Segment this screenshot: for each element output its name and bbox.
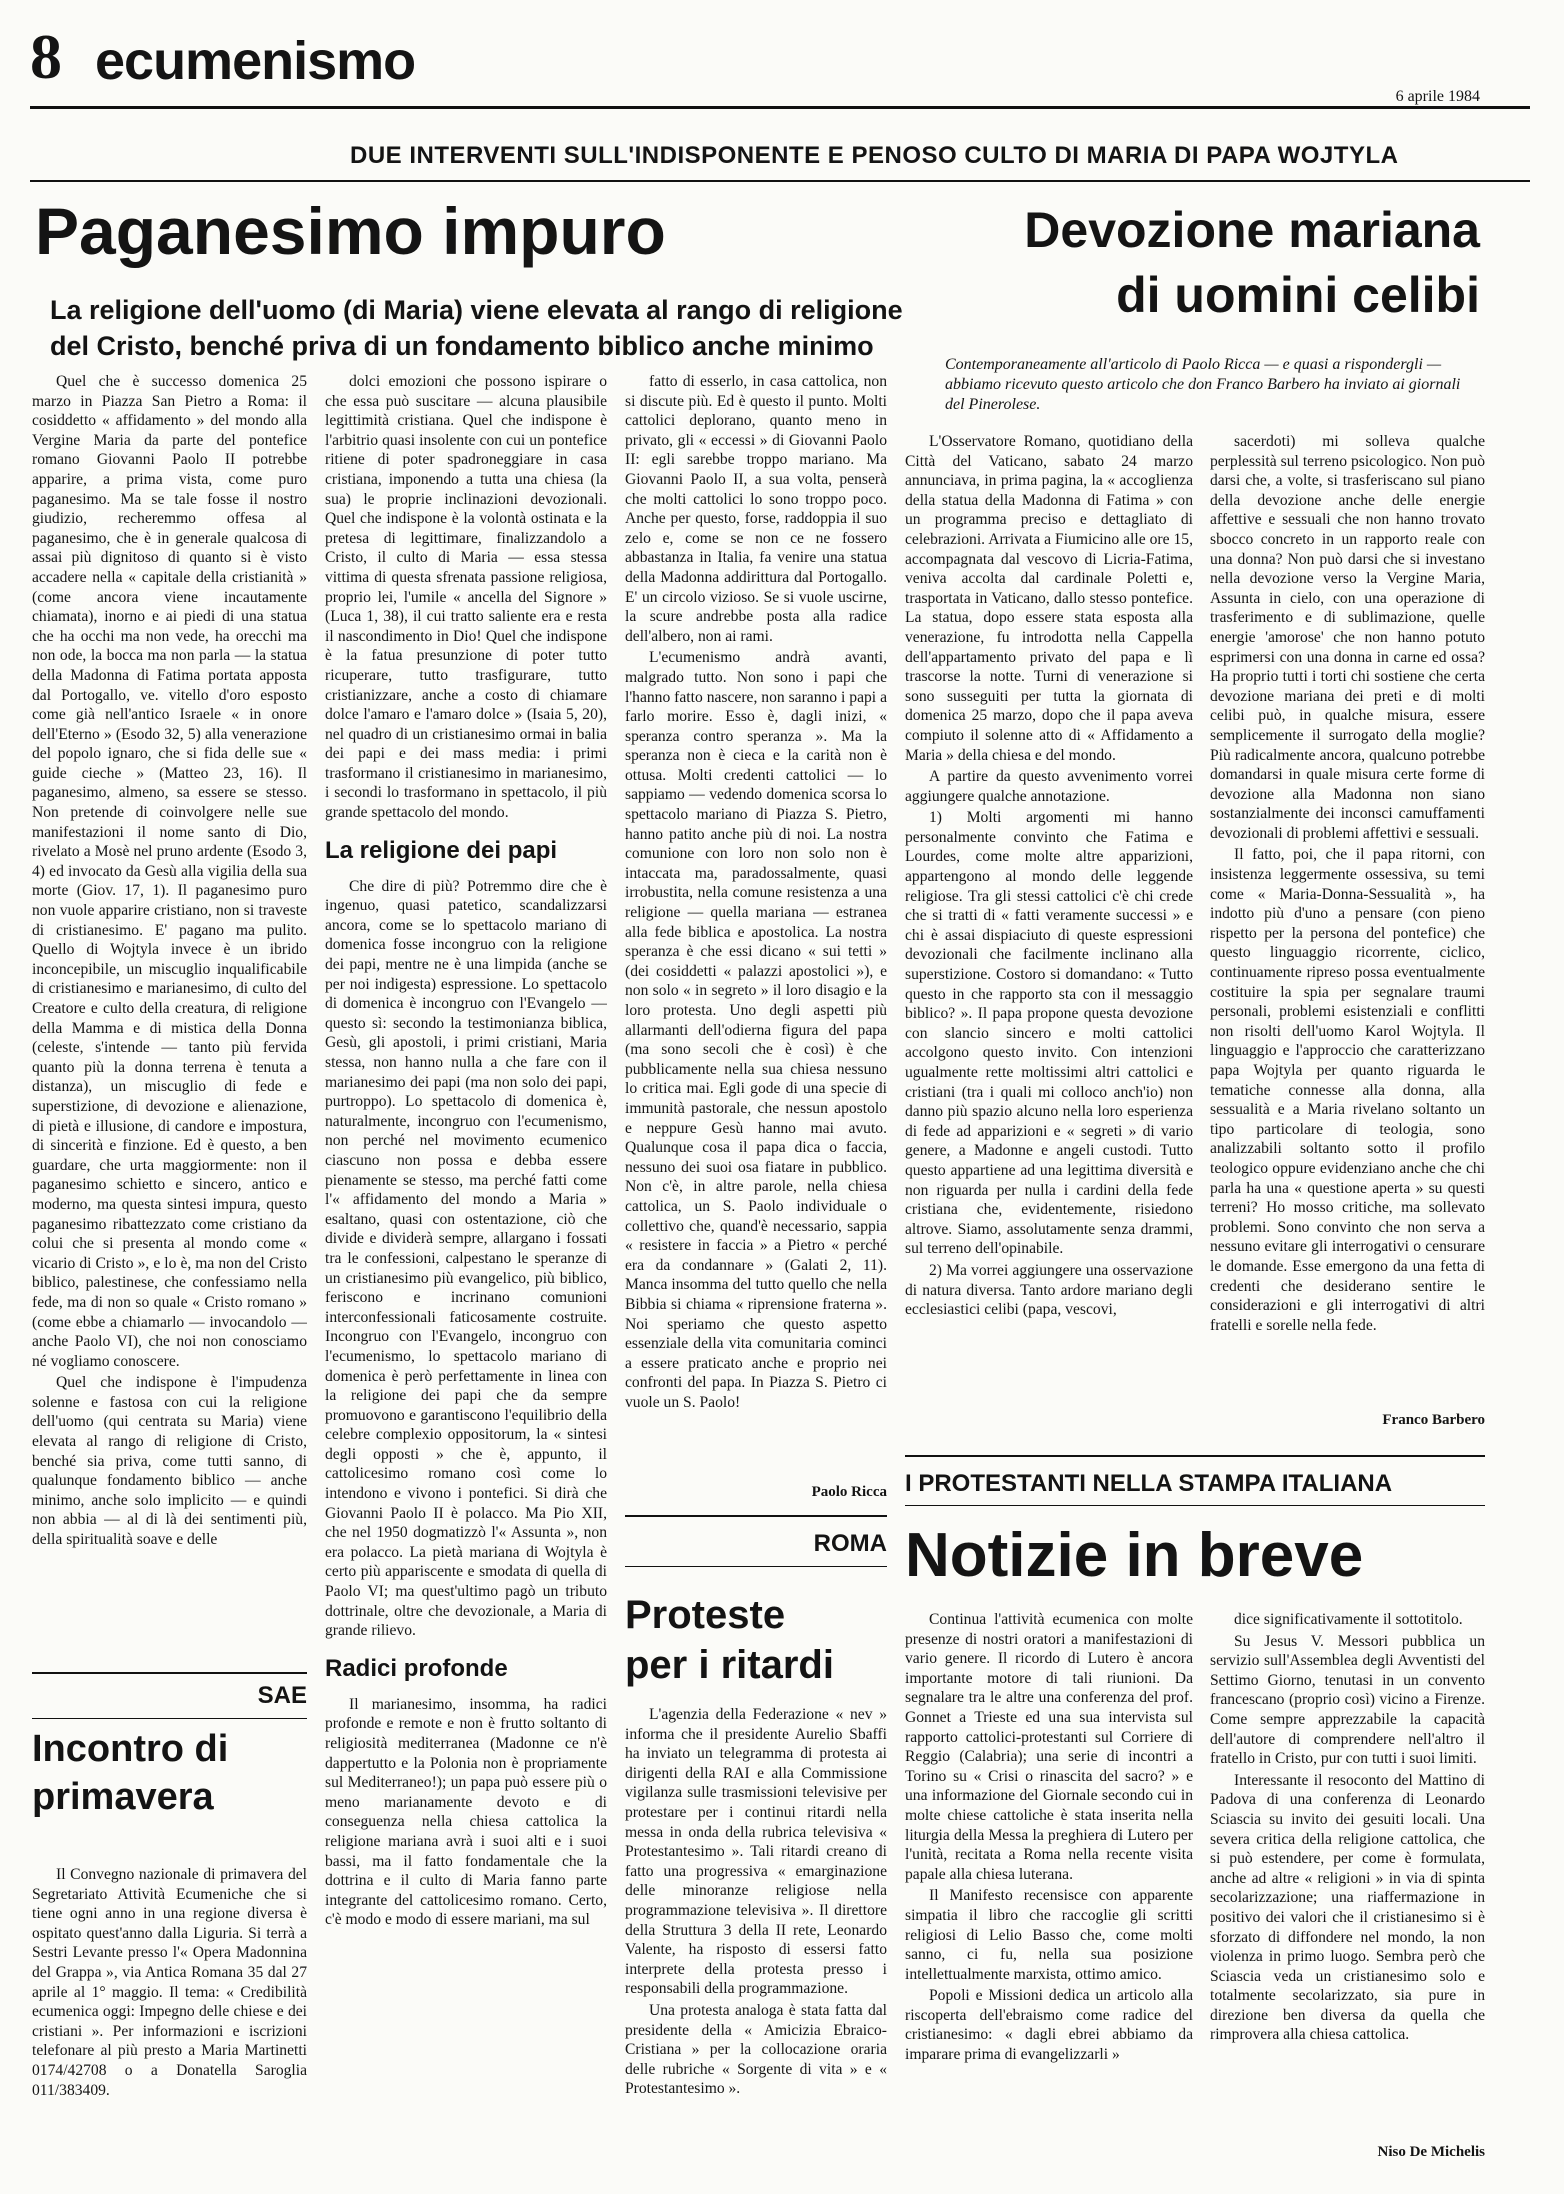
paragraph: A partire da questo avvenimento vorrei aggiungere qualche annotazione. <box>905 768 1193 805</box>
paragraph: Il Convegno nazionale di primavera del Segretariato Attività Ecumeniche che si tiene ogni anno in una regione diversa è ospitato quest'anno dalla Liguria. Si terrà a Sestri Levante presso l'« Opera Madonnina del Grappa », via Antica Romana 35 dal 27 aprile al 1° maggio. Il tema: « Credibilità ecumenica oggi: Impegno delle chiese e dei cristiani ». Per informazioni e iscrizioni telefonare al più presto a Maria Martinetti 0174/42708 o a Donatella Saroglia 011/383409. <box>32 1866 307 2099</box>
paragraph: 1) Molti argomenti mi hanno personalmente convinto che Fatima e Lourdes, come molte altre apparizioni, appartengono al mondo delle leggende religiose. Tra gli stessi cattolici c'è chi crede che si tratti di « fatti veramente successi » e chi è assai dispiaciuto di queste espressioni devozionali che facilmente inclinano alla superstizione. Costoro si domandano: « Tutto questo in che rapporto sta con il messaggio biblico? ». Il papa propone questa devozione con slancio sincero e molti cattolici accolgono questo invito. Con intenzioni ugualmente rette moltissimi altri cattolici e cristiani (tra i quali mi colloco anch'io) non danno più spazio alcuno nella loro esperienza di fede ad apparizioni e « segreti » di vario genere, a Madonne e angeli custodi. Tutto questo appartiene ad una legittima diversità e non riguarda per nulla i cardini della fede cristiana che, evidentemente, risiedono altrove. Siamo, assolutamente senza drammi, sul terreno dell'opinabile. <box>905 809 1193 1258</box>
paragraph: L'ecumenismo andrà avanti, malgrado tutto. Non sono i papi che l'hanno fatto nascere, non saranno i papi a farlo morire. Esso è, dagli inizi, « speranza contro speranza ». Ma la speranza non è cieca e la carità non è ottusa. Molti credenti cattolici — lo sappiamo — vedendo domenica scorsa lo spettacolo mariano di Piazza S. Pietro, hanno patito anche più di noi. La nostra comunione con loro non solo non è intaccata ma, paradossalmente, quasi irrobustita, nella comune resistenza a una religione — quella mariana — estranea alla fede biblica e apostolica. La nostra speranza è che essi dicano « sui tetti » (dei cosiddetti « palazzi apostolici »), e non solo « in segreto » il loro disagio e la loro protesta. Uno degli aspetti più allarmanti dell'odierna figura del papa (ma sono secoli che è così) è che pubblicamente nella sua chiesa nessuno lo critica mai. Egli gode di una specie di immunità pastorale, che nessun apostolo e neppure Gesù hanno mai avuto. Qualunque cosa il papa dica o faccia, nessuno dei suoi osa fiatare in pubblico. Non c'è, in altre parole, nella chiesa cattolica, un S. Paolo individuale o collettivo che, quand'è necessario, sappia « resistere in faccia » a Pietro « perché era da condannare » (Galati 2, 11). Manca insomma del tutto quello che nella Bibbia si chiama « riprensione fraterna ». Noi speriamo che questo aspetto essenziale della vita comunitaria cominci a essere praticato anche e proprio nei confronti del papa. In Piazza S. Pietro ci vuole un S. Paolo! <box>625 649 887 1411</box>
paragraph: Quel che è successo domenica 25 marzo in Piazza San Pietro a Roma: il cosiddetto « affidamento » del mondo alla Vergine Maria da parte del pontefice romano Giovanni Paolo II potrebbe apparire, a prima vista, come puro paganesimo. Ma se tale fosse il nostro giudizio, recheremmo offesa al paganesimo, che è in generale qualcosa di assai più dignitoso di quanto si è visto accadere nella « capitale della cristianità » (come ancora viene incautamente chiamata), inorno e ai piedi di una statua che ha occhi ma non vede, ha orecchi ma non ode, la bocca ma non parla — la statua della Madonna di Fatima portata apposta dal Portogallo, ve. vitello d'oro esposto come già nell'antico Israele « in onore dell'Eterno » (Esodo 32, 5) alla venerazione del popolo ignaro, che si fida delle sue « guide cieche » (Matteo 23, 16). Il paganesimo, almeno, sa essere se stesso. Non pretende di coinvolgere nelle sue manifestazioni il nome santo di Dio, rivelato a Mosè nel pruno ardente (Esodo 3, 4) ed invocato da Gesù alla vigilia della sua morte (Giov. 17, 1). Il paganesimo puro non vuole apparire cristiano, non si traveste di cristianesimo. E' pagano ma pulito. Quello di Wojtyla invece è un ibrido inconcepibile, un miscuglio inqualificabile di cristianesimo e marianesimo, di culto del Creatore e culto della creatura, di religione della Mamma e di mistica della Donna (celeste, s'intende — tanto più fervida quanto più la donna terrena è tenuta a distanza), un miscuglio di fede e superstizione, di devozione e alienazione, di pietà e illusione, di candore e impostura, di sincerità e finzione. Ed è questo, a ben guardare, che urta maggiormente: non il paganesimo schietto e sincero, antico e moderno, ma questa sintesi impura, questo paganesimo ribattezzato come cristiano da colui che si presenta al mondo come « vicario di Cristo », e lo è, ma non del Cristo biblico, palestinese, che confessiamo nella fede, ma di non so quale « Cristo romano » (come ebbe a chiamarlo — invocandolo — anche Paolo VI), che noi non conosciamo né vogliamo conoscere. <box>32 373 307 1370</box>
notizie-title: Notizie in breve <box>905 1521 1364 1590</box>
issue-date: 6 aprile 1984 <box>1395 88 1480 105</box>
devozione-column-2 <box>1210 432 1485 1402</box>
signature-franco-barbero: Franco Barbero <box>1382 1412 1485 1428</box>
paragraph: Su Jesus V. Messori pubblica un servizio sull'Assemblea degli Avventisti del Settimo Giorno, tenutasi in un convento francescano (proprio così) vicino a Firenze. Come sempre apprezzabile la capacità dell'autore di comprendere nell'altro il fratello in Cristo, pur con tutti i suoi limiti. <box>1210 1632 1485 1768</box>
sae-rule-2 <box>32 1718 307 1719</box>
sae-body <box>32 1865 307 2165</box>
paragraph: L'agenzia della Federazione « nev » informa che il presidente Aurelio Sbaffi ha inviato un telegramma di protesta ai dirigenti della RAI e alla Commissione vigilanza sulle trasmissioni televisive per protestare per i continui ritardi nella messa in onda della rubrica televisiva « Protestantesimo ». Tali ritardi creano di fatto una progressiva « emarginazione delle minoranze religiose nella programmazione televisiva ». Il direttore della Struttura 3 della II rete, Leonardo Valente, ha risposto di essersi fatto interprete della protesta presso i responsabili della programmazione. <box>625 1706 887 1998</box>
masthead-rule <box>30 106 1530 109</box>
paragraph: dice significativamente il sottotitolo. <box>1234 1611 1463 1628</box>
article-column-2 <box>325 372 607 2007</box>
page-number: 8 <box>30 21 62 92</box>
notizie-kicker: I PROTESTANTI NELLA STAMPA ITALIANA <box>905 1470 1393 1497</box>
roma-tag: ROMA <box>813 1530 887 1557</box>
article-column-3 <box>625 372 887 1477</box>
article-column-1 <box>32 372 307 1662</box>
page-kicker: DUE INTERVENTI SULL'INDISPONENTE E PENOSO CULTO DI MARIA DI PAPA WOJTYLA <box>350 142 1399 169</box>
article-intro-devozione: Contemporaneamente all'articolo di Paolo Ricca — e quasi a rispondergli — abbiamo ricevuto questo articolo che don Franco Barbero ha inviato ai giornali del Pinerolese. <box>945 356 1461 413</box>
article-deck-paganesimo: La religione dell'uomo (di Maria) viene elevata al rango di religione del Cristo, benché priva di un fondamento biblico anche minimo <box>50 295 903 361</box>
roma-title-line1: Proteste <box>625 1593 786 1637</box>
paragraph: fatto di esserlo, in casa cattolica, non si discute più. Ed è questo il punto. Molti cattolici deplorano, quanto meno in privato, gli « eccessi » di Giovanni Paolo II: egli sarebbe troppo mariano. Ma Giovanni Paolo II, a sua volta, penserà che molti cattolici lo sono troppo poco. Anche per questo, forse, raddoppia il suo zelo e, come se non ce ne fossero abbastanza in Italia, fa venire una statua della Madonna addirittura dal Portogallo. E' un circolo vizioso. Se si vuole uscirne, la scure andrebbe posta alla radice dell'albero, non ai rami. <box>625 373 887 645</box>
paragraph: Continua l'attività ecumenica con molte presenze di nostri oratori a manifestazioni di vario genere. Il ricordo di Lutero è ancora importante motore di tali riunioni. Da segnalare tra le altre una conferenza del prof. Gonnet a Trieste ed una sua intervista sul rapporto cattolici-protestanti sul Corriere di Reggio (Calabria); una serie di incontri a Torino su « Crisi o rinascita del sacro? » e una informazione del Giornale secondo cui in molte chiese cattoliche è stata inserita nella liturgia della Messa la preghiera di Lutero per l'unità, recitata a Roma nella recente visita papale alla chiesa luterana. <box>905 1611 1193 1883</box>
sae-rule <box>32 1672 307 1674</box>
roma-body <box>625 1705 887 2175</box>
paragraph: Una protesta analoga è stata fatta dal presidente della « Amicizia Ebraico-Cristiana » per la collocazione oraria delle rubriche « Sorgente di vita » e « Protestantesimo ». <box>625 2001 887 2098</box>
subheading-radici-profonde: Radici profonde <box>325 1654 508 1682</box>
signature-paolo-ricca: Paolo Ricca <box>811 1484 887 1500</box>
sae-tag: SAE <box>257 1682 307 1709</box>
paragraph: Quel che indispone è l'impudenza solenne e fastosa con cui la religione dell'uomo (qui centrata su Maria) viene elevata al rango di religione di Cristo, benché sia priva, come tutti sanno, di qualunque fondamento biblico — anche minimo, anche solo implicito — e quindi non abbia — al di là dei sentimenti più, della spiritualità soave e delle <box>32 1374 307 1549</box>
paragraph: Il Manifesto recensisce con apparente simpatia il libro che raccoglie gli scritti religiosi di Lelio Basso che, come molti sanno, ci fu, nella sua posizione intellettualmente marxista, ottimo amico. <box>905 1887 1193 1983</box>
paragraph: L'Osservatore Romano, quotidiano della Città del Vaticano, sabato 24 marzo annunciava, in prima pagina, la « accoglienza della statua della Madonna di Fatima » con un programma preciso e dettagliato di celebrazioni. Arrivata a Fiumicino alle ore 15, accompagnata dal vescovo di Licria-Fatima, veniva accolta dal cardinale Poletti e, trasportata in Vaticano, dallo stesso pontefice. La statua, dopo essere stata esposta alla venerazione, fu introdotta nella Cappella dell'appartamento privato del papa e lì trascorse la notte. Turni di venerazione si sono susseguiti per tutta la giornata di domenica 25 marzo, dopo che il papa aveva compiuto il solenne atto di « Affidamento a Maria » della chiesa e del mondo. <box>905 433 1193 764</box>
subheading-religione-papi: La religione dei papi <box>325 836 558 864</box>
roma-title-line2: per i ritardi <box>625 1643 834 1687</box>
notizie-rule-2 <box>905 1505 1485 1506</box>
paragraph: Il marianesimo, insomma, ha radici profonde e remote e non è frutto soltanto di religiosità mediterranea (Madonne ce n'è dappertutto e la Polonia non è propriamente sul Mediterraneo!); un papa può essere più o meno marianamente devoto e di conseguenza nella chiesa cattolica la religione mariana avrà i suoi alti e i suoi bassi, ma il fatto fondamentale che la dottrina e il culto di Maria fanno parte integrante del cattolicesimo romano. Certo, c'è modo e modo di essere mariani, ma sul <box>325 1695 607 1929</box>
paragraph: dolci emozioni che possono ispirare o che essa può suscitare — alcuna plausibile legittimità cristiana. Quel che indispone è l'arbitrio quasi insolente con cui un pontefice ritiene di poter spadroneggiare in casa cristiana, imponendo a tutta una chiesa (la sua) le proprie inclinazioni devozionali. Quel che indispone è la volontà ostinata e la pretesa di legittimare, finalizzandolo a Cristo, il culto di Maria — essa stessa vittima di questa sfrenata passione religiosa, proprio lei, l'umile « ancella del Signore » (Luca 1, 38), il cui tratto saliente era e resta il nascondimento in Dio! Quel che indispone è la fatua presunzione di poter tutto ricuperare, tutto trasfigurare, tutto cristianizzare, anche a costo di chiamare dolce l'amaro e l'amaro dolce » (Isaia 5, 20), nel quadro di un cristianesimo ormai in balia dei papi e dei mass media: i primi trasformano il cristianesimo in marianesimo, i secondi lo trasformano in spettacolo, il più grande spettacolo del mondo. <box>325 373 607 822</box>
devozione-column-1 <box>905 432 1193 1412</box>
paragraph: Popoli e Missioni dedica un articolo alla riscoperta dell'ebraismo come radice del cristianesimo: « dagli ebrei abbiamo da imparare prima di evangelizzarli » <box>905 1987 1193 2064</box>
sae-title-line2: primavera <box>32 1776 214 1818</box>
roma-rule-2 <box>625 1566 887 1567</box>
article-title-devozione-line1: Devozione mariana <box>1024 202 1480 258</box>
roma-rule <box>625 1515 887 1517</box>
notizie-column-1 <box>905 1610 1193 2170</box>
notizie-column-2 <box>1210 1610 1485 2135</box>
article-title-devozione-line2: di uomini celibi <box>1116 267 1480 323</box>
article-title-paganesimo: Paganesimo impuro <box>35 194 666 268</box>
section-title: ecumenismo <box>95 31 416 91</box>
sae-title-line1: Incontro di <box>32 1728 229 1770</box>
kicker-rule <box>30 180 1530 182</box>
paragraph: Che dire di più? Potremmo dire che è ingenuo, quasi patetico, scandalizzarsi ancora, come se lo spettacolo mariano di domenica fosse incongruo con la religione dei papi, mentre ne è una limpida (anche se per noi indigesta) espressione. Lo spettacolo di domenica è incongruo con l'Evangelo — questo sì: secondo la testimonianza biblica, Gesù, gli apostoli, i primi cristiani, Maria stessa, non hanno nulla a che fare con il marianesimo dei papi (ma non solo dei papi, purtroppo). Lo spettacolo di domenica è, naturalmente, incongruo con l'ecumenismo, non perché nel movimento ecumenico ciascuno non possa e debba essere pienamente se stesso, ma perché fatti come l'« affidamento del mondo a Maria » esaltano, quasi con ostentazione, ciò che divide e dividerà sempre, allargano i fossati tra le confessioni, calpestano le speranze di un cristianesimo più evangelico, più biblico, feriscono e incrinano comunioni interconfessionali faticosamente costruite. Incongruo con l'Evangelo, incongruo con l'ecumenismo, lo spettacolo mariano di domenica è però perfettamente in linea con la religione dei papi che da sempre promuovono e garantiscono l'equilibrio della celebre complexio oppositorum, la « sintesi degli opposti » che è, appunto, il cattolicesimo romano così come lo intendono e vivono i pontefici. Si dirà che Giovanni Paolo II è polacco. Ma Pio XII, che nel 1950 dogmatizzò l'« Assunta », non era polacco. La pietà mariana di Wojtyla è certo più appariscente e smodata di quella di Paolo VI; ma quest'ultimo pagò un tributo dottrinale, oltre che devozionale, a Maria di grande rilievo. <box>325 877 607 1640</box>
paragraph: sacerdoti) mi solleva qualche perplessità sul terreno psicologico. Non può darsi che, a volte, si trasferiscano sul piano della devozione anche delle energie affettive e sessuali che non hanno trovato sbocco concreto in un rapporto reale con una donna? Non può darsi che si investano nella devozione verso la Vergine Maria, Assunta in cielo, con una operazione di trasferimento e di sublimazione, quelle energie 'amorose' che non hanno potuto esprimersi con una donna in carne ed ossa? Ha proprio tutti i torti chi sostiene che certa devozione mariana dei preti e di molti celibi può, in qualche misura, essere semplicemente il surrogato della moglie? Più radicalmente ancora, qualcuno potrebbe domandarsi in quale misura certe forme di devozione alla Madonna non siano sostanzialmente dei inconsci camuffamenti devozionali di problemi affettivi e sessuali. <box>1210 433 1485 842</box>
paragraph: Il fatto, poi, che il papa ritorni, con insistenza leggermente ossessiva, su temi come « Maria-Donna-Sessualità », ha indotto più d'uno a pensare (con pieno rispetto per la persona del pontefice) che questo linguaggio ricorrente, ciclico, continuamente ripreso possa eventualmente costituire la spia per segnalare traumi personali, problemi esistenziali e conflitti non risolti dell'uomo Karol Wojtyla. Il linguaggio e l'approccio che caratterizzano papa Wojtyla per quanto riguarda le tematiche connesse alla donna, alla sessualità e a Maria rivelano soltanto un tipo particolare di teologia, sono analizzabili soltanto sotto il profilo teologico oppure evidenziano anche che chi parla ha una « questione aperta » su questi terreni? Ho mosso critiche, ma sollevato problemi. Sono convinto che non serva a nessuno evitare gli interrogativi o censurare le domande. Esse emergono da una fetta di credenti che desiderano sentire le considerazioni e gli interrogativi di altri fratelli e sorelle nella fede. <box>1210 846 1485 1334</box>
signature-niso-de-michelis: Niso De Michelis <box>1377 2144 1485 2160</box>
paragraph: Interessante il resoconto del Mattino di Padova di una conferenza di Leonardo Sciascia su invito dei gesuiti locali. Una severa critica della religione cattolica, che si può estendere, per come è formulata, anche ad altre « religioni » in via di spinta secolarizzazione; una riaffermazione in positivo dei valori che il cristianesimo si è sforzato di diffondere nel mondo, la non violenza in primo luogo. Sembra però che Sciascia veda un cristianesimo solo e totalmente secolarizzato, sia pure in direzione ben diversa da quella che rimprovera alla chiesa cattolica. <box>1210 1771 1485 2044</box>
paragraph: 2) Ma vorrei aggiungere una osservazione di natura diversa. Tanto ardore mariano degli ecclesiastici celibi (papa, vescovi, <box>905 1261 1193 1319</box>
notizie-rule <box>905 1455 1485 1457</box>
